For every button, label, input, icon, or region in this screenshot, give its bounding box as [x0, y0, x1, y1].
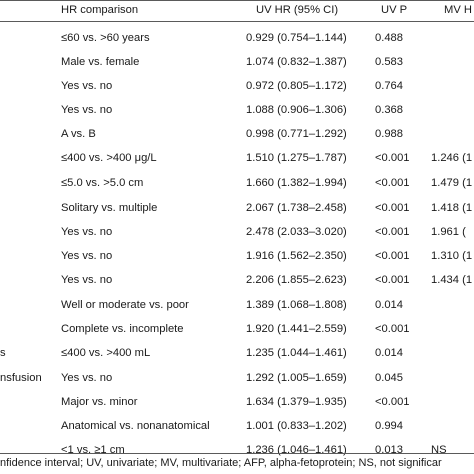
uv-p-cell: 0.014: [375, 347, 403, 359]
hr-comparison-cell: Complete vs. incomplete: [61, 323, 184, 335]
hr-comparison-cell: ≤400 vs. >400 mL: [61, 347, 151, 359]
header-rule: [0, 21, 474, 22]
table-row: [0, 176, 474, 200]
uv-hr-cell: 1.660 (1.382–1.994): [246, 177, 347, 189]
uv-p-cell: 0.045: [375, 372, 403, 384]
uv-hr-cell: 1.634 (1.379–1.935): [246, 396, 347, 408]
hr-comparison-cell: Yes vs. no: [61, 274, 113, 286]
hr-comparison-cell: Major vs. minor: [61, 396, 138, 408]
table-footnote: nfidence interval; UV, univariate; MV, multivariate; AFP, alpha-fetoprotein; NS, not significar: [0, 457, 442, 469]
table-row: [0, 201, 474, 225]
table-row: [0, 371, 474, 395]
row-label: nsfusion: [0, 372, 42, 384]
table-row: [0, 419, 474, 443]
hr-comparison-cell: ≤60 vs. >60 years: [61, 32, 150, 44]
uv-hr-cell: 1.235 (1.044–1.461): [246, 347, 347, 359]
uv-hr-cell: 2.067 (1.738–2.458): [246, 202, 347, 214]
mv-hr-cell: 1.310 (1: [431, 250, 473, 262]
header-mv-hr: MV H: [444, 4, 472, 16]
table-row: [0, 103, 474, 127]
uv-p-cell: <0.001: [375, 226, 410, 238]
table-header: [0, 0, 474, 21]
uv-hr-cell: 1.389 (1.068–1.808): [246, 299, 347, 311]
mv-hr-cell: NS: [431, 444, 447, 456]
uv-p-cell: <0.001: [375, 202, 410, 214]
hr-comparison-cell: <1 vs. ≥1 cm: [61, 444, 125, 456]
hr-comparison-cell: A vs. B: [61, 128, 96, 140]
header-uv-p: UV P: [381, 4, 408, 16]
table-row: [0, 127, 474, 151]
uv-p-cell: 0.994: [375, 420, 403, 432]
uv-p-cell: <0.001: [375, 250, 410, 262]
hr-comparison-cell: ≤5.0 vs. >5.0 cm: [61, 177, 144, 189]
uv-p-cell: <0.001: [375, 177, 410, 189]
hr-comparison-cell: Yes vs. no: [61, 250, 113, 262]
table-row: [0, 79, 474, 103]
table-row: [0, 395, 474, 419]
uv-p-cell: <0.001: [375, 323, 410, 335]
uv-p-cell: 0.488: [375, 32, 403, 44]
uv-hr-cell: 1.920 (1.441–2.559): [246, 323, 347, 335]
uv-hr-cell: 1.916 (1.562–2.350): [246, 250, 347, 262]
table-row: [0, 322, 474, 346]
uv-p-cell: 0.764: [375, 80, 403, 92]
uv-hr-cell: 1.236 (1.046–1.461): [246, 444, 347, 456]
uv-hr-cell: 1.292 (1.005–1.659): [246, 372, 347, 384]
table-row: [0, 273, 474, 297]
bottom-rule: [0, 453, 474, 454]
uv-p-cell: 0.583: [375, 56, 403, 68]
hr-comparison-cell: Solitary vs. multiple: [61, 202, 158, 214]
table-row: [0, 346, 474, 370]
uv-hr-cell: 0.929 (0.754–1.144): [246, 32, 347, 44]
hr-comparison-cell: Anatomical vs. nonanatomical: [61, 420, 210, 432]
table-row: [0, 225, 474, 249]
hr-comparison-cell: Yes vs. no: [61, 226, 113, 238]
uv-hr-cell: 1.510 (1.275–1.787): [246, 152, 347, 164]
uv-hr-cell: 2.206 (1.855–2.623): [246, 274, 347, 286]
uv-p-cell: 0.013: [375, 444, 403, 456]
table-row: [0, 249, 474, 273]
uv-hr-cell: 1.074 (0.832–1.387): [246, 56, 347, 68]
hr-comparison-cell: ≤400 vs. >400 μg/L: [61, 152, 157, 164]
header-comparison: HR comparison: [61, 4, 139, 16]
uv-p-cell: 0.014: [375, 299, 403, 311]
uv-hr-cell: 0.972 (0.805–1.172): [246, 80, 347, 92]
mv-hr-cell: 1.479 (1: [431, 177, 473, 189]
hr-comparison-cell: Yes vs. no: [61, 104, 113, 116]
hr-comparison-cell: Yes vs. no: [61, 372, 113, 384]
row-label: s: [0, 347, 6, 359]
uv-hr-cell: 2.478 (2.033–3.020): [246, 226, 347, 238]
uv-p-cell: 0.368: [375, 104, 403, 116]
hr-comparison-cell: Male vs. female: [61, 56, 140, 68]
uv-p-cell: <0.001: [375, 396, 410, 408]
mv-hr-cell: 1.434 (1: [431, 274, 473, 286]
mv-hr-cell: 1.961 (: [431, 226, 466, 238]
uv-hr-cell: 1.088 (0.906–1.306): [246, 104, 347, 116]
table-row: [0, 298, 474, 322]
table-row: [0, 31, 474, 55]
uv-p-cell: <0.001: [375, 152, 410, 164]
mv-hr-cell: 1.246 (1: [431, 152, 473, 164]
hr-comparison-cell: Well or moderate vs. poor: [61, 299, 189, 311]
uv-p-cell: 0.988: [375, 128, 403, 140]
table-row: [0, 151, 474, 175]
uv-hr-cell: 1.001 (0.833–1.202): [246, 420, 347, 432]
hr-comparison-cell: Yes vs. no: [61, 80, 113, 92]
mv-hr-cell: 1.418 (1: [431, 202, 473, 214]
uv-hr-cell: 0.998 (0.771–1.292): [246, 128, 347, 140]
uv-p-cell: <0.001: [375, 274, 410, 286]
table-row: [0, 55, 474, 79]
header-uv-hr: UV HR (95% CI): [256, 4, 339, 16]
